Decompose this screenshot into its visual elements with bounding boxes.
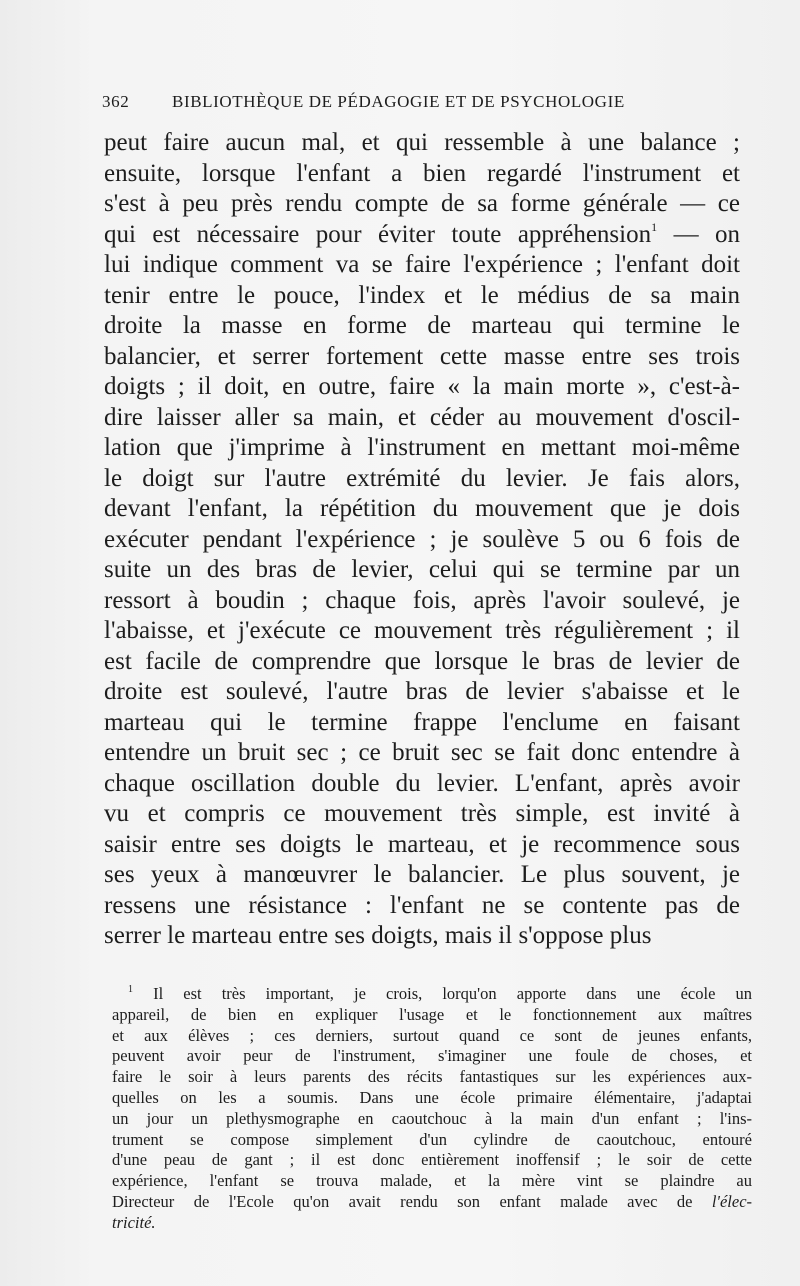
body-line: s'est à peu près rendu compte de sa forme générale — ce	[104, 190, 740, 217]
body-line: doigts ; il doit, en outre, faire « la main morte », c'est-à-	[104, 373, 740, 400]
footnote-line-text: Il est très important, je crois, lorqu'on apporte dans une école un	[153, 984, 752, 1003]
body-text	[104, 128, 740, 952]
footnote-line: un jour un plethysmographe en caoutchouc à la main d'un enfant ; l'ins-	[112, 1108, 752, 1128]
footnote-line: expérience, l'enfant se trouva malade, et la mère vint se plaindre au	[112, 1171, 752, 1191]
footnote-line: appareil, de bien en expliquer l'usage et le fonctionnement aux maîtres	[112, 1004, 752, 1024]
body-line: entendre un bruit sec ; ce bruit sec se fait donc entendre à	[104, 739, 740, 766]
body-line: exécuter pendant l'expérience ; je soulève 5 ou 6 fois de	[104, 525, 740, 553]
body-line: droite la masse en forme de marteau qui termine le	[104, 312, 740, 339]
body-line: marteau qui le termine frappe l'enclume en faisant	[104, 708, 740, 736]
body-line	[104, 220, 740, 251]
footnote-italic-text: tricité.	[112, 1212, 156, 1232]
footnote-line: et aux élèves ; ces derniers, surtout quand ce sont de jeunes enfants,	[112, 1025, 752, 1045]
body-line: l'abaisse, et j'exécute ce mouvement très régulièrement ; il	[104, 617, 740, 644]
body-line: devant l'enfant, la répétition du mouvement que je dois	[104, 495, 740, 522]
footnote-italic-text: l'élec-	[711, 1191, 753, 1211]
body-line: suite un des bras de levier, celui qui se termine par un	[104, 556, 740, 583]
body-line: est facile de comprendre que lorsque le bras de levier de	[104, 647, 740, 675]
footnote-line	[112, 984, 752, 1005]
footnote-line-text: Directeur de l'Ecole qu'on avait rendu son enfant malade avec de	[112, 1191, 693, 1211]
page-header	[102, 92, 742, 112]
body-line: ses yeux à manœuvrer le balancier. Le plus souvent, je	[104, 861, 740, 888]
running-title: BIBLIOTHÈQUE DE PÉDAGOGIE ET DE PSYCHOLOGIE	[172, 92, 625, 111]
body-line-text: qui est nécessaire pour éviter toute appréhension	[104, 220, 652, 248]
body-line: vu et compris ce mouvement très simple, est invité à	[104, 800, 740, 827]
body-line: saisir entre ses doigts le marteau, et je recommence sous	[104, 830, 740, 858]
body-line-text: — on	[673, 220, 741, 248]
footnote	[112, 984, 752, 1234]
footnote-line: faire le soir à leurs parents des récits fantastiques sur les expériences aux-	[112, 1067, 752, 1087]
footnote-marker: 1	[128, 984, 133, 995]
body-line: le doigt sur l'autre extrémité du levier. Je fais alors,	[104, 464, 740, 492]
footnote-line: trument se compose simplement d'un cylindre de caoutchouc, entouré	[112, 1129, 752, 1149]
body-line: ressens une résistance : l'enfant ne se contente pas de	[104, 891, 740, 919]
body-line: tenir entre le pouce, l'index et le médius de sa main	[104, 281, 740, 309]
body-line: droite est soulevé, l'autre bras de levier s'abaisse et le	[104, 678, 740, 705]
footnote-line: d'une peau de gant ; il est donc entièrement inoffensif ; le soir de cette	[112, 1150, 752, 1170]
footnote-line: quelles on les a soumis. Dans une école primaire élémentaire, j'adaptai	[112, 1087, 752, 1107]
body-line: lui indique comment va se faire l'expérience ; l'enfant doit	[104, 251, 740, 278]
page-number: 362	[102, 92, 130, 111]
body-line: peut faire aucun mal, et qui ressemble à une balance ;	[104, 129, 740, 156]
body-line: lation que j'imprime à l'instrument en mettant moi-même	[104, 434, 740, 461]
body-line: balancier, et serrer fortement cette masse entre ses trois	[104, 342, 740, 370]
body-line: ressort à boudin ; chaque fois, après l'avoir soulevé, je	[104, 586, 740, 614]
body-line: dire laisser aller sa main, et céder au mouvement d'oscil-	[104, 403, 740, 431]
body-line: chaque oscillation double du levier. L'enfant, après avoir	[104, 769, 740, 797]
body-line: ensuite, lorsque l'enfant a bien regardé l'instrument et	[104, 159, 740, 187]
footnote-line	[112, 1192, 752, 1213]
body-line: serrer le marteau entre ses doigts, mais il s'oppose plus	[104, 922, 652, 949]
footnote-line	[112, 1213, 752, 1234]
footnote-line: peuvent avoir peur de l'instrument, s'imaginer une foule de choses, et	[112, 1046, 752, 1066]
footnote-reference: 1	[651, 219, 658, 234]
